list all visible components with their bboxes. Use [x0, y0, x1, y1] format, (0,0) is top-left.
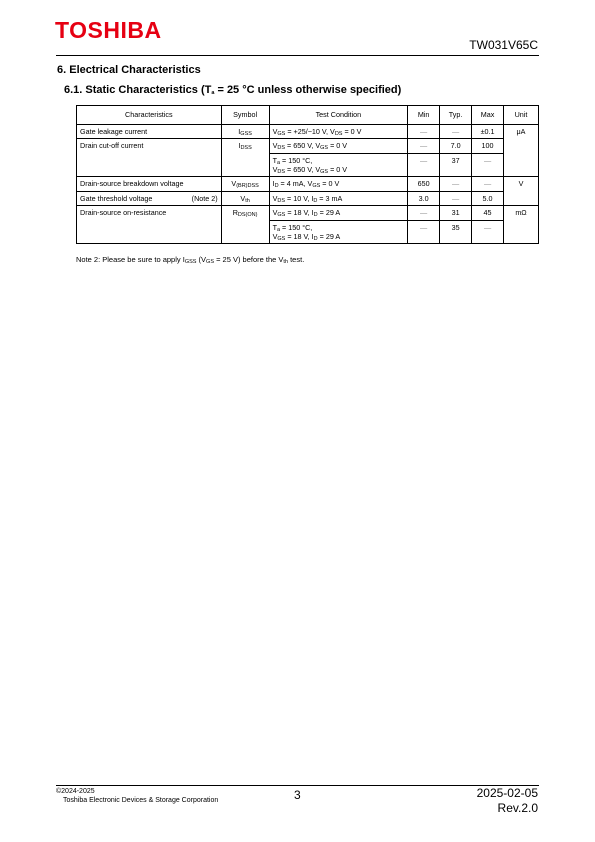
col-header-max: Max — [472, 106, 504, 125]
cell-test-condition: $V_{DS} = 10$ V, $I_D = 3$ mA — [269, 191, 408, 205]
copyright: ©2024-2025 — [56, 788, 95, 795]
col-header-typ: Typ. — [440, 106, 472, 125]
issue-date: 2025-02-05 — [476, 786, 538, 800]
cell-max: — — [472, 220, 504, 244]
cell-max: 45 — [472, 206, 504, 220]
subsection-title: 6.1. Static Characteristics ($T_a = 25$ °C unless otherwise specified) — [64, 84, 402, 96]
company-name: Toshiba Electronic Devices & Storage Corporation — [63, 797, 219, 804]
cell-characteristic: Gate leakage current — [77, 125, 222, 139]
cell-symbol: $I_{DSS}$ — [221, 139, 269, 177]
cell-symbol: $V_{(BR)DSS}$ — [221, 177, 269, 191]
cell-symbol: $V_{th}$ — [221, 191, 269, 205]
note-2: Note 2: Please be sure to apply $I_{GSS}$ ($V_{GS} = 25$ V) before the $V_{th}$ test. — [76, 255, 305, 265]
cell-test-condition: $V_{GS} = +25/-10$ V, $V_{DS} = 0$ V — [269, 125, 408, 139]
cell-symbol: $R_{DS(ON)}$ — [221, 206, 269, 244]
table-row — [77, 125, 539, 139]
toshiba-logo: TOSHIBA — [55, 17, 162, 43]
cell-max: — — [472, 177, 504, 191]
table-row — [77, 191, 539, 205]
cell-typ: 37 — [440, 153, 472, 177]
cell-characteristic: Gate threshold voltage (Note 2) — [77, 191, 222, 205]
table-row — [77, 177, 539, 191]
cell-characteristic: Drain cut-off current — [77, 139, 222, 177]
cell-symbol: $I_{GSS}$ — [221, 125, 269, 139]
cell-characteristic: Drain-source breakdown voltage — [77, 177, 222, 191]
header-rule — [56, 55, 539, 56]
col-header-unit: Unit — [504, 106, 539, 125]
cell-unit: μA — [504, 125, 539, 177]
cell-unit: V — [504, 177, 539, 206]
cell-test-condition: $T_a = 150$ °C, $V_{GS} = 18$ V, $I_D = 29$ A — [269, 220, 408, 244]
cell-typ: — — [440, 177, 472, 191]
cell-max: 100 — [472, 139, 504, 153]
cell-characteristic: Drain-source on-resistance — [77, 206, 222, 244]
page-number: 3 — [294, 788, 301, 802]
cell-min: — — [408, 153, 440, 177]
section-title: 6. Electrical Characteristics — [57, 64, 201, 76]
col-header-symbol: Symbol — [221, 106, 269, 125]
cell-max: 5.0 — [472, 191, 504, 205]
cell-min: — — [408, 125, 440, 139]
cell-unit: mΩ — [504, 206, 539, 244]
cell-typ: — — [440, 191, 472, 205]
cell-min: 3.0 — [408, 191, 440, 205]
cell-test-condition: $V_{DS} = 650$ V, $V_{GS} = 0$ V — [269, 139, 408, 153]
col-header-test-condition: Test Condition — [269, 106, 408, 125]
col-header-characteristics: Characteristics — [77, 106, 222, 125]
cell-max: ±0.1 — [472, 125, 504, 139]
table-row — [77, 206, 539, 220]
col-header-min: Min — [408, 106, 440, 125]
cell-min: — — [408, 220, 440, 244]
footer-rule — [56, 785, 539, 786]
cell-min: — — [408, 139, 440, 153]
cell-test-condition: $T_a = 150$ °C, $V_{DS} = 650$ V, $V_{GS} = 0$ V — [269, 153, 408, 177]
cell-test-condition: $I_D = 4$ mA, $V_{GS} = 0$ V — [269, 177, 408, 191]
static-characteristics-table — [76, 105, 539, 244]
cell-typ: — — [440, 125, 472, 139]
cell-max: — — [472, 153, 504, 177]
part-number: TW031V65C — [469, 38, 538, 52]
cell-test-condition: $V_{GS} = 18$ V, $I_D = 29$ A — [269, 206, 408, 220]
cell-typ: 7.0 — [440, 139, 472, 153]
cell-min: — — [408, 206, 440, 220]
table-header-row — [77, 106, 539, 125]
table-row — [77, 139, 539, 153]
cell-typ: 35 — [440, 220, 472, 244]
cell-min: 650 — [408, 177, 440, 191]
revision: Rev.2.0 — [497, 801, 538, 815]
cell-typ: 31 — [440, 206, 472, 220]
